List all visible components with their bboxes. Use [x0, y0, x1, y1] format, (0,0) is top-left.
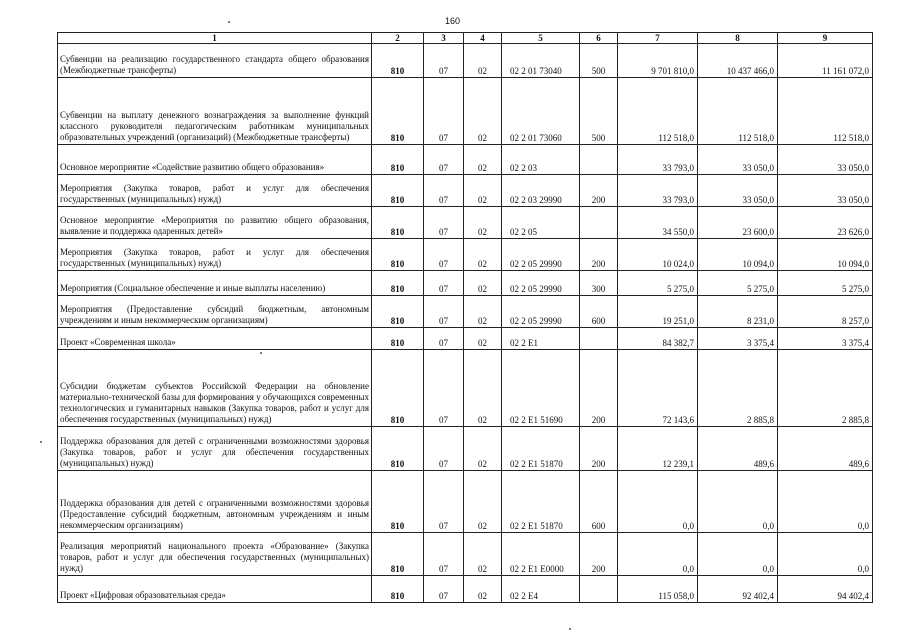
- subsection-code-cell: 02: [464, 207, 502, 239]
- table-row: [58, 207, 873, 239]
- grbs-code-cell: 810: [372, 350, 424, 427]
- row-name-cell: Основное мероприятие «Мероприятия по развитию общего образования, выявление и поддержка одаренных детей»: [58, 207, 372, 239]
- expense-type-cell: 300: [580, 271, 618, 296]
- amount-year2-cell: 23 600,0: [698, 207, 778, 239]
- target-article-cell: 02 2 E1 51870: [502, 427, 580, 471]
- subsection-code-cell: 02: [464, 78, 502, 145]
- scan-speck: [228, 21, 230, 23]
- row-name-cell: Поддержка образования для детей с ограниченными возможностями здоровья (Предоставление субсидий бюджетным, автономным учреждениям и иным некоммерческим организациям): [58, 471, 372, 533]
- section-code-cell: 07: [424, 471, 464, 533]
- amount-year3-cell: 94 402,4: [778, 576, 873, 603]
- target-article-cell: 02 2 03 29990: [502, 175, 580, 207]
- subsection-code-cell: 02: [464, 328, 502, 350]
- section-code-cell: 07: [424, 207, 464, 239]
- column-header: 5: [502, 33, 580, 44]
- expense-type-cell: 200: [580, 533, 618, 576]
- section-code-cell: 07: [424, 533, 464, 576]
- amount-year3-cell: 11 161 072,0: [778, 44, 873, 78]
- table-row: [58, 145, 873, 175]
- grbs-code-cell: 810: [372, 175, 424, 207]
- column-header: 3: [424, 33, 464, 44]
- amount-year2-cell: 0,0: [698, 533, 778, 576]
- subsection-code-cell: 02: [464, 239, 502, 271]
- section-code-cell: 07: [424, 44, 464, 78]
- amount-year3-cell: 3 375,4: [778, 328, 873, 350]
- expense-type-cell: [580, 576, 618, 603]
- amount-year1-cell: 19 251,0: [618, 296, 698, 328]
- grbs-code-cell: 810: [372, 471, 424, 533]
- section-code-cell: 07: [424, 145, 464, 175]
- expense-type-cell: 500: [580, 44, 618, 78]
- amount-year1-cell: 115 058,0: [618, 576, 698, 603]
- amount-year1-cell: 0,0: [618, 533, 698, 576]
- column-header: 6: [580, 33, 618, 44]
- expense-type-cell: 200: [580, 175, 618, 207]
- page-number: 160: [444, 16, 461, 26]
- target-article-cell: 02 2 01 73060: [502, 78, 580, 145]
- amount-year2-cell: 33 050,0: [698, 175, 778, 207]
- section-code-cell: 07: [424, 296, 464, 328]
- section-code-cell: 07: [424, 271, 464, 296]
- subsection-code-cell: 02: [464, 175, 502, 207]
- target-article-cell: 02 2 01 73040: [502, 44, 580, 78]
- grbs-code-cell: 810: [372, 533, 424, 576]
- row-name-cell: Субвенции на реализацию государственного стандарта общего образования (Межбюджетные трансферты): [58, 44, 372, 78]
- subsection-code-cell: 02: [464, 271, 502, 296]
- subsection-code-cell: 02: [464, 296, 502, 328]
- section-code-cell: 07: [424, 78, 464, 145]
- table-body: [58, 44, 873, 603]
- section-code-cell: 07: [424, 239, 464, 271]
- grbs-code-cell: 810: [372, 296, 424, 328]
- column-number-row: [58, 33, 873, 44]
- scan-speck: [40, 441, 42, 443]
- expense-type-cell: [580, 145, 618, 175]
- grbs-code-cell: 810: [372, 427, 424, 471]
- amount-year1-cell: 33 793,0: [618, 145, 698, 175]
- grbs-code-cell: 810: [372, 145, 424, 175]
- amount-year3-cell: 33 050,0: [778, 145, 873, 175]
- amount-year3-cell: 23 626,0: [778, 207, 873, 239]
- grbs-code-cell: 810: [372, 328, 424, 350]
- table-row: [58, 78, 873, 145]
- expense-type-cell: 600: [580, 471, 618, 533]
- amount-year2-cell: 8 231,0: [698, 296, 778, 328]
- table-row: [58, 427, 873, 471]
- row-name-cell: Поддержка образования для детей с ограниченными возможностями здоровья (Закупка товаров, работ и услуг для обеспечения государственных (муниципальных) нужд): [58, 427, 372, 471]
- amount-year3-cell: 33 050,0: [778, 175, 873, 207]
- target-article-cell: 02 2 E1: [502, 328, 580, 350]
- amount-year1-cell: 5 275,0: [618, 271, 698, 296]
- amount-year1-cell: 9 701 810,0: [618, 44, 698, 78]
- section-code-cell: 07: [424, 576, 464, 603]
- grbs-code-cell: 810: [372, 207, 424, 239]
- table-row: [58, 239, 873, 271]
- subsection-code-cell: 02: [464, 350, 502, 427]
- expense-type-cell: 600: [580, 296, 618, 328]
- subsection-code-cell: 02: [464, 576, 502, 603]
- budget-table: [57, 32, 873, 603]
- section-code-cell: 07: [424, 427, 464, 471]
- amount-year2-cell: 5 275,0: [698, 271, 778, 296]
- row-name-cell: Мероприятия (Закупка товаров, работ и услуг для обеспечения государственных (муниципальных) нужд): [58, 175, 372, 207]
- table-row: [58, 471, 873, 533]
- subsection-code-cell: 02: [464, 44, 502, 78]
- target-article-cell: 02 2 E1 51690: [502, 350, 580, 427]
- amount-year1-cell: 72 143,6: [618, 350, 698, 427]
- expense-type-cell: [580, 328, 618, 350]
- amount-year3-cell: 2 885,8: [778, 350, 873, 427]
- amount-year2-cell: 10 437 466,0: [698, 44, 778, 78]
- row-name-cell: Основное мероприятие «Содействие развитию общего образования»: [58, 145, 372, 175]
- amount-year2-cell: 112 518,0: [698, 78, 778, 145]
- amount-year3-cell: 5 275,0: [778, 271, 873, 296]
- target-article-cell: 02 2 E4: [502, 576, 580, 603]
- grbs-code-cell: 810: [372, 44, 424, 78]
- amount-year1-cell: 12 239,1: [618, 427, 698, 471]
- expense-type-cell: 200: [580, 350, 618, 427]
- expense-type-cell: [580, 207, 618, 239]
- grbs-code-cell: 810: [372, 78, 424, 145]
- target-article-cell: 02 2 05: [502, 207, 580, 239]
- target-article-cell: 02 2 03: [502, 145, 580, 175]
- amount-year1-cell: 112 518,0: [618, 78, 698, 145]
- amount-year1-cell: 0,0: [618, 471, 698, 533]
- grbs-code-cell: 810: [372, 576, 424, 603]
- table-row: [58, 533, 873, 576]
- row-name-cell: Проект «Современная школа»: [58, 328, 372, 350]
- section-code-cell: 07: [424, 175, 464, 207]
- column-header: 1: [58, 33, 372, 44]
- grbs-code-cell: 810: [372, 271, 424, 296]
- amount-year3-cell: 0,0: [778, 471, 873, 533]
- row-name-cell: Проект «Цифровая образовательная среда»: [58, 576, 372, 603]
- row-name-cell: Субвенции на выплату денежного вознаграждения за выполнение функций классного руководителя педагогическим работникам муниципальных образовательных учреждений (организаций) (Межбюджетные трансферты): [58, 78, 372, 145]
- section-code-cell: 07: [424, 328, 464, 350]
- amount-year1-cell: 10 024,0: [618, 239, 698, 271]
- amount-year1-cell: 34 550,0: [618, 207, 698, 239]
- amount-year2-cell: 0,0: [698, 471, 778, 533]
- table-row: [58, 175, 873, 207]
- row-name-cell: Мероприятия (Предоставление субсидий бюджетным, автономным учреждениям и иным некоммерческим организациям): [58, 296, 372, 328]
- subsection-code-cell: 02: [464, 145, 502, 175]
- table-row: [58, 271, 873, 296]
- amount-year3-cell: 112 518,0: [778, 78, 873, 145]
- expense-type-cell: 200: [580, 427, 618, 471]
- scan-speck: [260, 352, 262, 354]
- table-row: [58, 576, 873, 603]
- amount-year2-cell: 92 402,4: [698, 576, 778, 603]
- amount-year2-cell: 10 094,0: [698, 239, 778, 271]
- expense-type-cell: 500: [580, 78, 618, 145]
- column-header: 8: [698, 33, 778, 44]
- amount-year1-cell: 84 382,7: [618, 328, 698, 350]
- amount-year2-cell: 489,6: [698, 427, 778, 471]
- expense-type-cell: 200: [580, 239, 618, 271]
- column-header: 2: [372, 33, 424, 44]
- target-article-cell: 02 2 E1 E0000: [502, 533, 580, 576]
- grbs-code-cell: 810: [372, 239, 424, 271]
- subsection-code-cell: 02: [464, 471, 502, 533]
- document-page: [57, 32, 874, 640]
- target-article-cell: 02 2 05 29990: [502, 271, 580, 296]
- section-code-cell: 07: [424, 350, 464, 427]
- target-article-cell: 02 2 E1 51870: [502, 471, 580, 533]
- row-name-cell: Мероприятия (Социальное обеспечение и иные выплаты населению): [58, 271, 372, 296]
- amount-year3-cell: 0,0: [778, 533, 873, 576]
- amount-year3-cell: 489,6: [778, 427, 873, 471]
- scan-speck: [569, 628, 571, 630]
- table-row: [58, 328, 873, 350]
- table-row: [58, 350, 873, 427]
- column-header: 7: [618, 33, 698, 44]
- amount-year2-cell: 33 050,0: [698, 145, 778, 175]
- subsection-code-cell: 02: [464, 533, 502, 576]
- row-name-cell: Мероприятия (Закупка товаров, работ и услуг для обеспечения государственных (муниципальных) нужд): [58, 239, 372, 271]
- amount-year3-cell: 10 094,0: [778, 239, 873, 271]
- amount-year2-cell: 3 375,4: [698, 328, 778, 350]
- amount-year3-cell: 8 257,0: [778, 296, 873, 328]
- target-article-cell: 02 2 05 29990: [502, 239, 580, 271]
- row-name-cell: Субсидии бюджетам субъектов Российской Федерации на обновление материально-технической базы для формирования у обучающихся современных технологических и гуманитарных навыков (Закупка товаров, работ и услуг для обеспечения государственных (муниципальных) нужд): [58, 350, 372, 427]
- row-name-cell: Реализация мероприятий национального проекта «Образование» (Закупка товаров, работ и услуг для обеспечения государственных (муниципальных) нужд): [58, 533, 372, 576]
- table-row: [58, 296, 873, 328]
- target-article-cell: 02 2 05 29990: [502, 296, 580, 328]
- amount-year2-cell: 2 885,8: [698, 350, 778, 427]
- column-header: 4: [464, 33, 502, 44]
- column-header: 9: [778, 33, 873, 44]
- subsection-code-cell: 02: [464, 427, 502, 471]
- amount-year1-cell: 33 793,0: [618, 175, 698, 207]
- table-row: [58, 44, 873, 78]
